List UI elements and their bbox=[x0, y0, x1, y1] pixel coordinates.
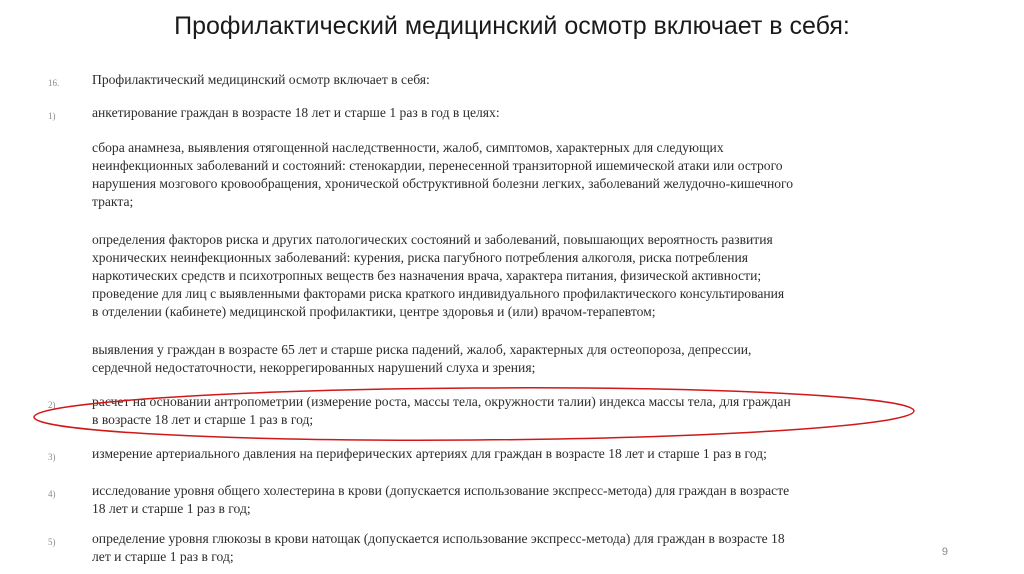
paragraph-line: в возрасте 18 лет и старше 1 раз в год; bbox=[92, 412, 314, 427]
item-number: 1) bbox=[48, 111, 56, 121]
paragraph-line: нарушения мозгового кровообращения, хронической обструктивной болезни легких, заболеваний желудочно-кишечного bbox=[92, 176, 794, 191]
paragraph-line: определение уровня глюкозы в крови натощак (допускается использование экспресс-метода) для граждан в возрасте 18 bbox=[92, 531, 785, 546]
slide-title: Профилактический медицинский осмотр включает в себя: bbox=[174, 12, 850, 40]
paragraph-line: 18 лет и старше 1 раз в год; bbox=[92, 501, 251, 516]
document-paragraph bbox=[92, 231, 912, 321]
item-number: 16. bbox=[48, 78, 60, 88]
paragraph-line: лет и старше 1 раз в год; bbox=[92, 549, 234, 564]
paragraph-line: сердечной недостаточности, некоррегированных нарушений слуха и зрения; bbox=[92, 360, 536, 375]
paragraph-line: хронических неинфекционных заболеваний: курения, риска пагубного потребления алкоголя, риска потребления bbox=[92, 250, 749, 265]
document-paragraph-highlighted bbox=[92, 393, 912, 429]
paragraph-line: неинфекционных заболеваний и состояний: стенокардии, перенесенной транзиторной ишемической атаки или острого bbox=[92, 158, 783, 173]
paragraph-line: анкетирование граждан в возрасте 18 лет и старше 1 раз в год в целях: bbox=[92, 105, 500, 120]
paragraph-line: проведение для лиц с выявленными факторами риска краткого индивидуального профилактического консультирования bbox=[92, 286, 785, 301]
paragraph-line: расчет на основании антропометрии (измерение роста, массы тела, окружности талии) индекса массы тела, для граждан bbox=[92, 394, 791, 409]
document-paragraph bbox=[92, 104, 912, 122]
item-number: 3) bbox=[48, 452, 56, 462]
page-number: 9 bbox=[941, 546, 948, 558]
item-number: 5) bbox=[48, 537, 56, 547]
document-paragraph bbox=[92, 445, 912, 463]
document-paragraph bbox=[92, 71, 912, 89]
paragraph-line: Профилактический медицинский осмотр включает в себя: bbox=[92, 72, 430, 87]
item-number: 2) bbox=[48, 400, 56, 410]
paragraph-line: исследование уровня общего холестерина в крови (допускается использование экспресс-метода) для граждан в возрасте bbox=[92, 483, 790, 498]
document-paragraph bbox=[92, 341, 912, 377]
paragraph-line: сбора анамнеза, выявления отягощенной наследственности, жалоб, симптомов, характерных для следующих bbox=[92, 140, 724, 155]
paragraph-line: выявления у граждан в возрасте 65 лет и старше риска падений, жалоб, характерных для остеопороза, депрессии, bbox=[92, 342, 752, 357]
document-paragraph bbox=[92, 482, 912, 518]
paragraph-line: наркотических средств и психотропных веществ без назначения врача, характера питания, физической активности; bbox=[92, 268, 762, 283]
paragraph-line: тракта; bbox=[92, 194, 134, 209]
paragraph-line: в отделении (кабинете) медицинской профилактики, центре здоровья и (или) врачом-терапевтом; bbox=[92, 304, 656, 319]
item-number: 4) bbox=[48, 489, 56, 499]
paragraph-line: измерение артериального давления на периферических артериях для граждан в возрасте 18 лет и старше 1 раз в год; bbox=[92, 446, 767, 461]
document-paragraph bbox=[92, 530, 912, 566]
document-paragraph bbox=[92, 139, 912, 211]
paragraph-line: определения факторов риска и других патологических состояний и заболеваний, повышающих вероятность развития bbox=[92, 232, 773, 247]
